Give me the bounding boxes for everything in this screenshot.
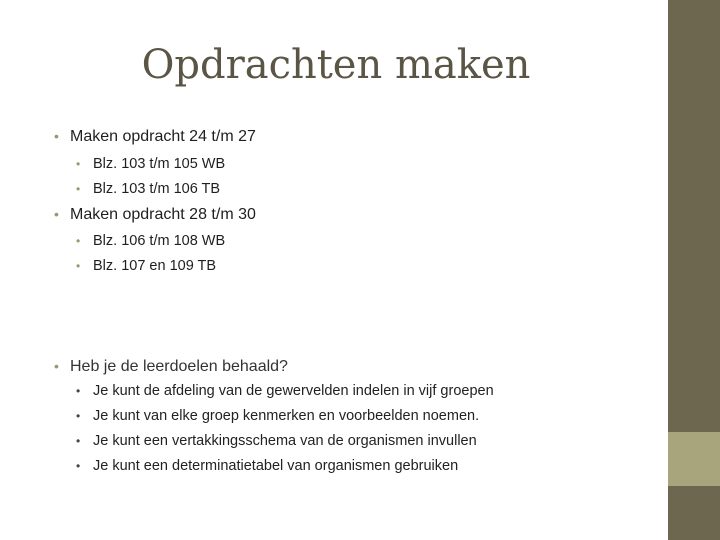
sub-bullet-text: Je kunt een vertakkingsschema van de organismen invullen xyxy=(93,433,477,449)
sub-bullet-text: Je kunt de afdeling van de gewervelden indelen in vijf groepen xyxy=(93,383,494,399)
bullet-text: Maken opdracht 24 t/m 27 xyxy=(70,128,256,145)
sub-bullet-text: Blz. 107 en 109 TB xyxy=(93,258,217,274)
bullet-icon: • xyxy=(76,409,81,423)
sub-bullet-text: Blz. 103 t/m 105 WB xyxy=(93,156,226,172)
bullet-icon: • xyxy=(54,128,59,144)
sub-bullet-item xyxy=(76,258,217,274)
bullet-icon: • xyxy=(76,182,81,196)
bullet-icon: • xyxy=(76,434,81,448)
bullet-text: Maken opdracht 28 t/m 30 xyxy=(70,206,256,223)
sub-bullet-item xyxy=(76,383,494,399)
sub-bullet-item xyxy=(76,156,226,172)
sub-bullet-text: Blz. 103 t/m 106 TB xyxy=(93,181,221,197)
bullet-icon: • xyxy=(76,234,81,248)
bullet-text: Heb je de leerdoelen behaald? xyxy=(70,358,288,375)
slide-title: Opdrachten maken xyxy=(141,42,531,88)
sub-bullet-item xyxy=(76,408,480,424)
bullet-icon: • xyxy=(76,157,81,171)
bullet-icon: • xyxy=(76,259,81,273)
sub-bullet-item xyxy=(76,233,226,249)
sub-bullet-item xyxy=(76,458,459,474)
bullet-icon: • xyxy=(76,459,81,473)
sub-bullet-text: Blz. 106 t/m 108 WB xyxy=(93,233,226,249)
sub-bullet-text: Je kunt van elke groep kenmerken en voorbeelden noemen. xyxy=(93,408,480,424)
sub-bullet-item xyxy=(76,433,477,449)
bullet-item-section-3 xyxy=(54,358,288,376)
sidebar-decoration xyxy=(666,0,720,540)
bullet-icon: • xyxy=(54,206,59,222)
sub-bullet-text: Je kunt een determinatietabel van organismen gebruiken xyxy=(93,458,459,474)
bullet-item-section-2 xyxy=(54,206,256,224)
sub-bullet-item xyxy=(76,181,221,197)
bullet-icon: • xyxy=(54,358,59,374)
bullet-item-section-1 xyxy=(54,128,256,146)
sidebar-accent-block xyxy=(668,432,720,486)
bullet-icon: • xyxy=(76,384,81,398)
